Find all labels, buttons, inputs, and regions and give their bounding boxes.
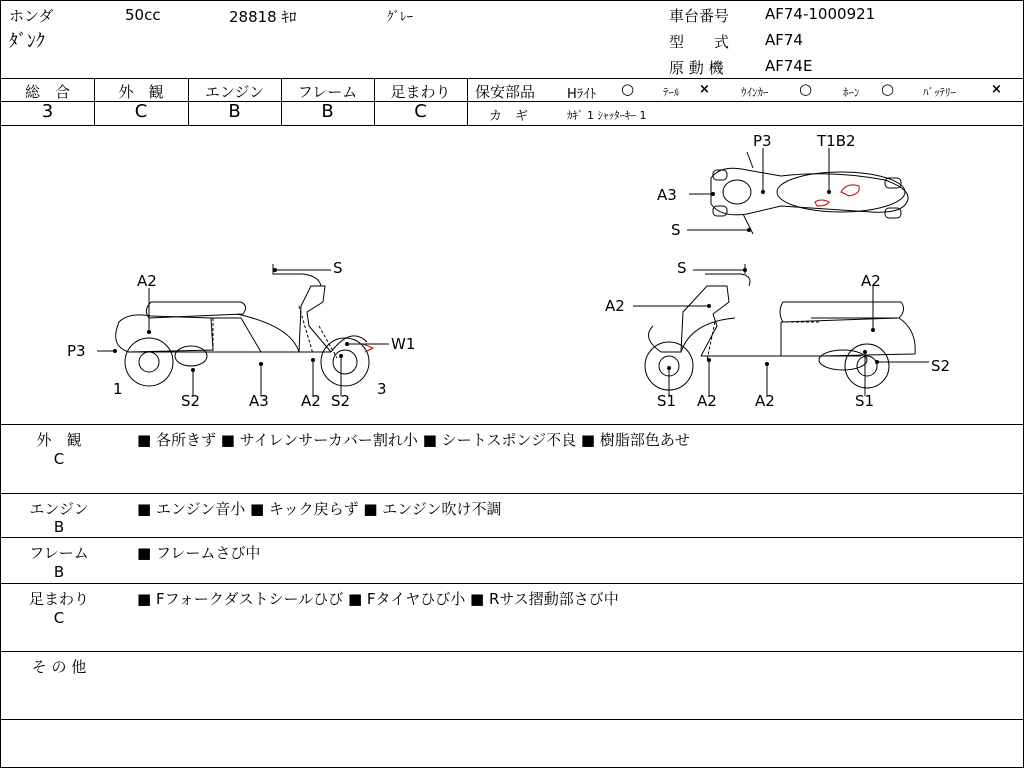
divider	[1, 78, 1023, 79]
section-suspension-title: 足まわり	[28, 590, 89, 608]
safety-mark-headlight: ○	[621, 80, 635, 98]
grade-suspension-label: 足まわり	[390, 83, 451, 101]
safety-parts-label: 保安部品	[475, 83, 536, 101]
frame-number-label: 車台番号	[669, 7, 730, 25]
label-left-3: 3	[377, 380, 387, 398]
divider	[1, 583, 1023, 584]
divider	[1, 719, 1023, 720]
label-right-a2-body: A2	[755, 392, 775, 410]
label-right-s1-front: S1	[657, 392, 677, 410]
safety-item-headlight: Hﾗｲﾄ	[567, 87, 597, 102]
section-exterior-grade: C	[53, 450, 65, 468]
section-engine-grade: B	[53, 518, 65, 536]
label-left-a2-floor: A2	[301, 392, 321, 410]
section-suspension-notes: ■ Fフォークダストシールひび ■ Fタイヤひび小 ■ Rサス摺動部さび中	[137, 590, 619, 608]
label-top-s: S	[671, 221, 681, 239]
displacement: 50cc	[125, 6, 161, 24]
grade-overall-label: 総 合	[24, 83, 70, 101]
section-frame-title: フレーム	[29, 544, 89, 562]
maker: ホンダ	[9, 7, 54, 25]
label-left-p3: P3	[67, 342, 86, 360]
section-exterior-title: 外 観	[36, 431, 82, 449]
label-left-s2-front: S2	[331, 392, 351, 410]
type-value: AF74	[765, 31, 803, 49]
type-label: 型 式	[669, 33, 730, 51]
label-top-a3: A3	[657, 186, 677, 204]
grade-exterior-value: C	[134, 101, 148, 122]
grade-exterior-label: 外 観	[118, 83, 164, 101]
color: ｸﾞﾚｰ	[387, 10, 413, 25]
label-right-s-mirror: S	[677, 259, 687, 277]
engine-value: AF74E	[765, 57, 813, 75]
label-right-a2-seat: A2	[861, 272, 881, 290]
divider	[467, 101, 1023, 102]
section-frame-notes: ■ フレームさび中	[137, 544, 261, 562]
label-left-a3: A3	[249, 392, 269, 410]
safety-item-horn: ﾎｰﾝ	[843, 86, 860, 99]
mileage: 28818 ｷﾛ	[229, 8, 297, 26]
label-left-s2-rear: S2	[181, 392, 201, 410]
label-left-w1: W1	[391, 335, 416, 353]
key-value: ｶｷﾞ 1 ｼｬｯﾀｰｷｰ 1	[567, 109, 647, 122]
safety-mark-horn: ○	[881, 80, 895, 98]
grade-engine-value: B	[228, 101, 241, 122]
key-label: カ ギ	[489, 109, 529, 124]
section-engine-title: エンジン	[29, 500, 89, 518]
label-right-a2-floor: A2	[697, 392, 717, 410]
label-left-1: 1	[113, 380, 123, 398]
safety-item-tail: ﾃｰﾙ	[663, 86, 680, 99]
label-top-t1b2: T1B2	[817, 132, 856, 150]
grade-engine-label: エンジン	[204, 83, 265, 101]
label-right-s1-rear: S1	[855, 392, 875, 410]
section-engine-notes: ■ エンジン音小 ■ キック戻らず ■ エンジン吹け不調	[137, 500, 502, 518]
frame-number-value: AF74-1000921	[765, 5, 876, 23]
grade-frame-label: フレーム	[297, 83, 358, 101]
engine-label: 原 動 機	[669, 59, 724, 77]
divider	[1, 424, 1023, 425]
divider	[1, 537, 1023, 538]
grade-frame-value: B	[321, 101, 334, 122]
grade-overall-value: 3	[41, 101, 54, 122]
scooter-diagram	[1, 126, 1023, 424]
safety-mark-winker: ○	[799, 80, 813, 98]
scooter-top-view	[711, 152, 908, 234]
safety-mark-battery: ×	[991, 82, 1002, 97]
label-left-a2-seat: A2	[137, 272, 157, 290]
label-left-s-mirror: S	[333, 259, 343, 277]
divider	[467, 78, 468, 125]
safety-item-battery: ﾊﾞｯﾃﾘｰ	[923, 86, 956, 99]
section-suspension-grade: C	[53, 609, 65, 627]
model-name: ﾀﾞﾝｸ	[9, 31, 45, 52]
label-top-p3: P3	[753, 132, 772, 150]
safety-mark-tail: ×	[699, 82, 710, 97]
label-right-s2: S2	[931, 357, 951, 375]
section-frame-grade: B	[53, 563, 65, 581]
divider	[1, 651, 1023, 652]
section-other-title: そ の 他	[31, 658, 87, 676]
grade-suspension-value: C	[414, 101, 427, 122]
safety-item-winker: ｳｲﾝｶｰ	[741, 86, 769, 99]
divider	[1, 493, 1023, 494]
label-right-a2-front: A2	[605, 297, 625, 315]
section-exterior-notes: ■ 各所きず ■ サイレンサーカバー割れ小 ■ シートスポンジ不良 ■ 樹脂部色あせ	[137, 431, 690, 449]
